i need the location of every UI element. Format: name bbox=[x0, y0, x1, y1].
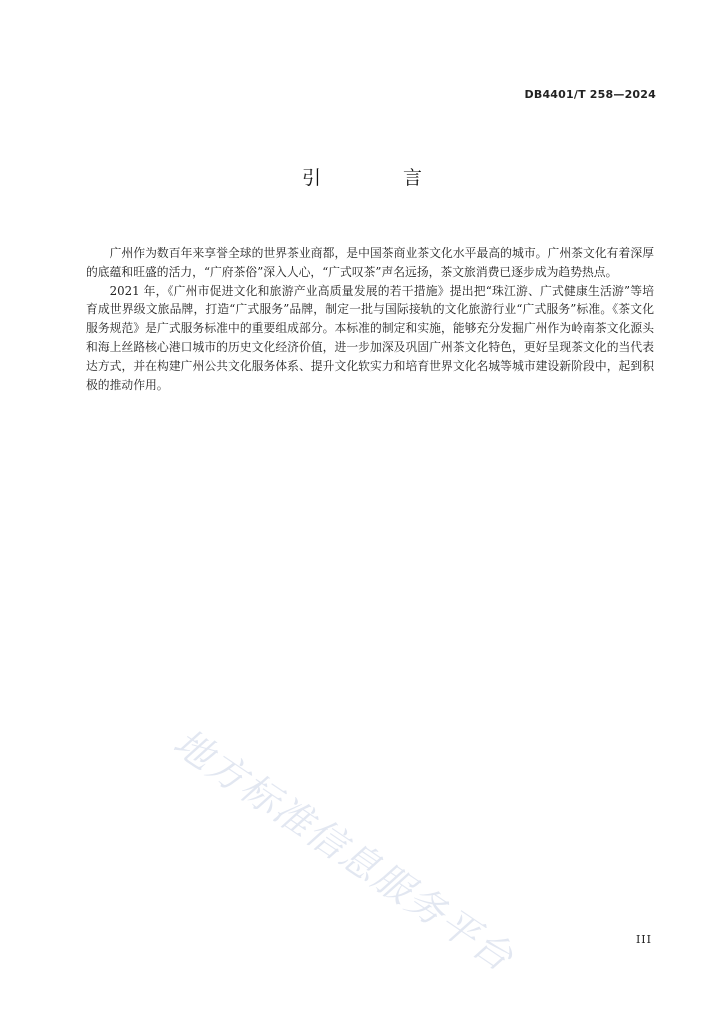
paragraph-1: 广州作为数百年来享誉全球的世界茶业商都，是中国茶商业茶文化水平最高的城市。广州茶文化有着深厚的底蕴和旺盛的活力，“广府茶俗”深入人心，“广式叹茶”声名远扬，茶文旅消费已逐步成为趋势热点。 bbox=[86, 246, 654, 279]
document-code: DB4401/T 258—2024 bbox=[524, 88, 656, 101]
watermark: 地方标准信息服务平台 bbox=[165, 720, 522, 981]
body-text bbox=[86, 244, 654, 394]
page-number: III bbox=[635, 933, 652, 946]
section-title: 引 言 bbox=[301, 167, 461, 189]
paragraph-2: 2021 年，《广州市促进文化和旅游产业高质量发展的若干措施》提出把“珠江游、广式健康生活游”等培育成世界级文旅品牌，打造“广式服务”品牌，制定一批与国际接轨的文化旅游行业“广式服务”标准。《茶文化服务规范》是广式服务标准中的重要组成部分。本标准的制定和实施，能够充分发掘广州作为岭南茶文化源头和海上丝路核心港口城市的历史文化经济价值，进一步加深及巩固广州茶文化特色，更好呈现茶文化的当代表达方式，并在构建广州公共文化服务体系、提升文化软实力和培育世界文化名城等城市建设新阶段中，起到积极的推动作用。 bbox=[86, 283, 654, 392]
